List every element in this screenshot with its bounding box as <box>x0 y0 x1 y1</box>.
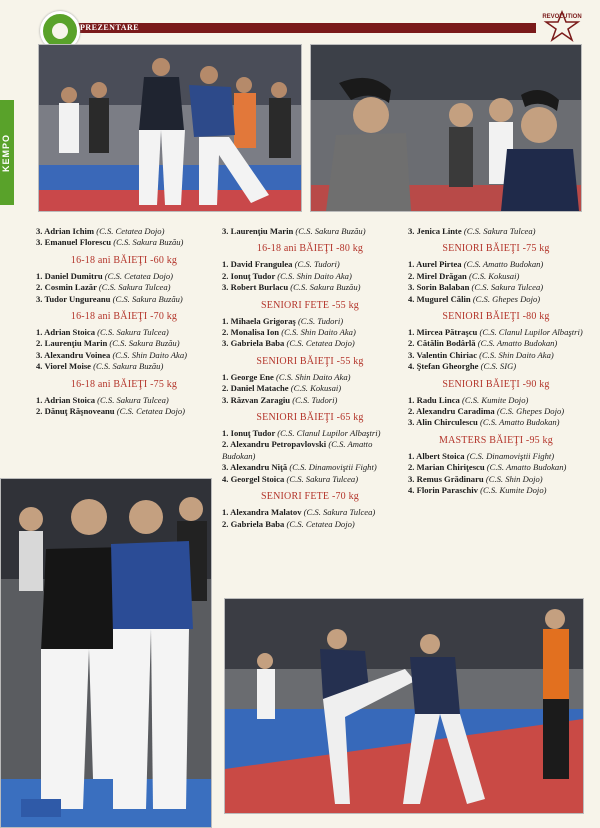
entry-name: Alexandru Voinea <box>44 349 111 360</box>
entry-club: (C.S. Tudori) <box>292 394 338 405</box>
entry-club: (C.S. Sakura Buzău) <box>290 282 361 293</box>
entry-name: Adrian Ichim <box>44 226 95 236</box>
entry-rank: 3. <box>222 282 229 293</box>
entry-club: (C.S. Sakura Buzău) <box>93 361 164 372</box>
entry-name: Florin Paraschiv <box>416 485 478 496</box>
entry-name: Mircea Pătraşcu <box>416 327 478 338</box>
entry-name: Alin Chirculescu <box>416 417 478 428</box>
entry-rank: 3. <box>36 349 43 360</box>
entry-rank: 3. <box>222 338 229 349</box>
entry-club: (C.S. Sakura Tulcea) <box>286 473 359 484</box>
entry-club: (C.S. Sakura Buzău) <box>109 338 180 349</box>
entry-name: Mihaela Grigoraş <box>230 315 296 326</box>
entry-club: (C.S. Clanul Lupilor Albaştri) <box>277 428 381 439</box>
entry-rank: 2. <box>222 270 229 281</box>
side-label: KEMPO <box>1 134 11 173</box>
entry-name: Alexandra Malatov <box>230 507 302 518</box>
result-entry <box>222 428 398 439</box>
entry-name: Gabriela Baba <box>230 338 285 349</box>
entry-name: Mugurel Călin <box>416 293 471 304</box>
entry-rank: 4. <box>222 473 229 484</box>
entry-club: (C.S. Sakura Tulcea) <box>97 394 169 405</box>
entry-rank: 2. <box>222 327 229 338</box>
entry-club: (C.S. Cetatea Dojo) <box>96 226 165 236</box>
result-entry <box>222 439 398 462</box>
entry-club: (C.S. Kumite Dojo) <box>462 394 529 405</box>
entry-rank: 1. <box>36 270 43 281</box>
entry-rank: 3. <box>408 417 415 428</box>
entry-name: David Frangulea <box>230 259 293 270</box>
entry-club: (C.S. Cetatea Dojo) <box>116 406 185 417</box>
entry-club: (C.S. Shin Daito Aka) <box>479 349 554 360</box>
result-entry <box>408 474 584 485</box>
entry-club: (C.S. Shin Daito Aka) <box>275 371 351 382</box>
photo-top-left <box>38 44 302 212</box>
entry-name: Marian Chiriţescu <box>416 462 485 473</box>
entry-club: (C.S. Ghepes Dojo) <box>472 293 541 304</box>
category-heading: MASTERS BĂIEŢI -95 kg <box>439 434 553 446</box>
entry-rank: 3. <box>36 237 43 248</box>
result-entry <box>408 417 584 428</box>
result-entry <box>222 383 398 394</box>
entry-name: Viorel Moise <box>44 361 91 372</box>
result-entry <box>408 361 584 372</box>
entry-name: Alexandru Petropavlovski <box>230 439 327 450</box>
entry-name: Alexandru Niţă <box>230 462 288 473</box>
entry-club: (C.S. Tudori) <box>294 259 340 270</box>
result-entry <box>222 338 398 349</box>
result-entry <box>222 226 398 237</box>
category-heading: SENIORI BĂIEŢI -55 kg <box>256 355 364 367</box>
entry-rank: 1. <box>408 259 415 270</box>
section-label: PREZENTARE <box>80 23 140 32</box>
entry-club: (C.S. Shin Daito Aka) <box>277 270 352 281</box>
entry-rank: 3. <box>408 349 415 360</box>
logo-text: REVOLUTION <box>542 14 582 20</box>
result-entry <box>222 519 398 530</box>
entry-rank: 3. <box>408 226 415 236</box>
entry-rank: 1. <box>222 507 229 518</box>
entry-rank: 1. <box>36 394 43 405</box>
result-entry <box>36 271 212 282</box>
entry-rank: 3. <box>222 462 229 473</box>
entry-name: Dănuţ Răşnoveanu <box>44 406 115 417</box>
entry-name: Daniel Dumitru <box>44 270 103 281</box>
result-entry <box>408 462 584 473</box>
result-entry <box>408 406 584 417</box>
entry-rank: 2. <box>408 406 415 417</box>
result-entry <box>408 226 584 237</box>
entry-name: Ionuţ Tudor <box>230 428 276 439</box>
entry-name: Daniel Matache <box>230 383 289 394</box>
entry-club: (C.S. Amatto Budokan) <box>477 338 558 349</box>
entry-name: Mirel Drăgan <box>416 270 467 281</box>
results-column-3 <box>408 226 584 497</box>
entry-rank: 2. <box>222 439 229 450</box>
category-heading: 16-18 ani BĂIEŢI -70 kg <box>70 311 178 323</box>
entry-club: (C.S. Sakura Buzău) <box>295 226 366 236</box>
entry-club: (C.S. Kokusai) <box>468 270 520 281</box>
entry-club: (C.S. Cetatea Dojo) <box>286 518 355 529</box>
result-entry <box>36 294 212 305</box>
entry-name: George Ene <box>230 371 274 382</box>
entry-name: Răzvan Zaragiu <box>230 394 291 405</box>
result-entry <box>222 507 398 518</box>
entry-rank: 3. <box>36 226 43 236</box>
entry-club: (C.S. Sakura Tulcea) <box>98 282 171 293</box>
entry-name: Laurenţiu Marin <box>230 226 294 236</box>
result-entry <box>408 451 584 462</box>
category-heading: SENIORI BĂIEŢI -75 kg <box>442 243 550 255</box>
result-entry <box>408 271 584 282</box>
category-heading: 16-18 ani BĂIEŢI -80 kg <box>256 243 364 255</box>
entry-rank: 2. <box>222 383 229 394</box>
entry-name: Ionuţ Tudor <box>230 270 276 281</box>
entry-rank: 4. <box>36 361 43 372</box>
result-entry <box>36 226 212 237</box>
result-entry <box>36 406 212 417</box>
entry-name: Radu Linca <box>416 394 460 405</box>
entry-rank: 1. <box>36 327 43 338</box>
entry-name: Ştefan Gheorghe <box>416 361 479 372</box>
entry-rank: 1. <box>222 259 229 270</box>
photo-bottom-right <box>224 598 584 814</box>
entry-club: (C.S. Ghepes Dojo) <box>496 406 565 417</box>
entry-name: Georgel Stoica <box>230 473 285 484</box>
entry-rank: 2. <box>36 338 43 349</box>
entry-club: (C.S. Sakura Tulcea) <box>471 282 544 293</box>
result-entry <box>222 372 398 383</box>
entry-club: (C.S. Sakura Buzău) <box>113 237 184 248</box>
entry-name: Cătălin Bodârlă <box>416 338 476 349</box>
result-entry <box>36 361 212 372</box>
result-entry <box>408 294 584 305</box>
entry-club: (C.S. Sakura Tulcea) <box>463 226 536 236</box>
category-heading: SENIORI FETE -70 kg <box>261 491 359 503</box>
entry-club: (C.S. Amatto Budokan) <box>486 462 567 473</box>
entry-rank: 2. <box>36 282 43 293</box>
category-heading: SENIORI BĂIEŢI -65 kg <box>256 412 364 424</box>
result-entry <box>36 395 212 406</box>
result-entry <box>408 350 584 361</box>
result-entry <box>222 462 398 473</box>
entry-rank: 2. <box>222 518 229 529</box>
result-entry <box>408 327 584 338</box>
entry-name: Adrian Stoica <box>44 394 95 405</box>
entry-name: Remus Grădinaru <box>416 473 484 484</box>
result-entry <box>36 350 212 361</box>
entry-rank: 1. <box>408 394 415 405</box>
results-column-2 <box>222 226 398 530</box>
entry-rank: 4. <box>408 293 415 304</box>
entry-club: (C.S. Dinamoviştii Fight) <box>289 462 377 473</box>
entry-name: Adrian Stoica <box>44 327 95 338</box>
result-entry <box>222 395 398 406</box>
entry-rank: 3. <box>36 293 43 304</box>
result-entry <box>222 316 398 327</box>
result-entry <box>36 282 212 293</box>
entry-club: (C.S. Tudori) <box>297 315 344 326</box>
header-bar <box>76 23 536 33</box>
entry-name: Emanuel Florescu <box>44 237 112 248</box>
result-entry <box>408 282 584 293</box>
entry-club: (C.S. Shin Daito Aka) <box>112 349 187 360</box>
entry-club: (C.S. Amatto Budokan) <box>463 259 544 270</box>
entry-rank: 1. <box>222 315 229 326</box>
entry-name: Gabriela Baba <box>230 518 285 529</box>
result-entry <box>222 282 398 293</box>
entry-club: (C.S. Sakura Tulcea) <box>303 507 376 518</box>
result-entry <box>36 338 212 349</box>
entry-club: (C.S. Sakura Buzău) <box>112 293 183 304</box>
entry-club: (C.S. Shin Daito Aka) <box>281 327 356 338</box>
entry-club: (C.S. Sakura Tulcea) <box>97 327 169 338</box>
entry-rank: 2. <box>408 270 415 281</box>
entry-rank: 3. <box>408 473 415 484</box>
category-heading: 16-18 ani BĂIEŢI -75 kg <box>70 378 178 390</box>
entry-rank: 2. <box>408 338 415 349</box>
entry-name: Aurel Pirtea <box>416 259 462 270</box>
results-column-1 <box>36 226 212 417</box>
result-entry <box>408 395 584 406</box>
entry-club: (C.S. Amatto Budokan) <box>222 439 373 461</box>
entry-club: (C.S. Shin Dojo) <box>485 473 543 484</box>
entry-name: Sorin Balaban <box>416 282 470 293</box>
entry-name: Cosmin Lazăr <box>44 282 97 293</box>
entry-name: Albert Stoica <box>416 450 465 461</box>
category-heading: SENIORI BĂIEŢI -90 kg <box>442 378 550 390</box>
result-entry <box>408 485 584 496</box>
category-heading: 16-18 ani BĂIEŢI -60 kg <box>70 254 178 266</box>
entry-rank: 4. <box>408 361 415 372</box>
result-entry <box>222 271 398 282</box>
entry-rank: 3. <box>408 282 415 293</box>
entry-name: Monalisa Ion <box>230 327 280 338</box>
result-entry <box>408 259 584 270</box>
entry-rank: 1. <box>408 327 415 338</box>
entry-club: (C.S. Cetatea Dojo) <box>104 270 174 281</box>
result-entry <box>36 327 212 338</box>
entry-name: Tudor Ungureanu <box>44 293 111 304</box>
result-entry <box>36 237 212 248</box>
entry-rank: 2. <box>36 406 43 417</box>
result-entry <box>222 259 398 270</box>
entry-club: (C.S. Cetatea Dojo) <box>286 338 355 349</box>
entry-rank: 1. <box>222 371 229 382</box>
entry-club: (C.S. SIG) <box>480 361 517 372</box>
entry-club: (C.S. Kumite Dojo) <box>480 485 547 496</box>
entry-club: (C.S. Kokusai) <box>290 383 342 394</box>
entry-club: (C.S. Clanul Lupilor Albaştri) <box>479 327 583 338</box>
entry-rank: 2. <box>408 462 415 473</box>
entry-club: (C.S. Amatto Budokan) <box>479 417 560 428</box>
photo-top-right <box>310 44 582 212</box>
result-entry <box>222 474 398 485</box>
result-entry <box>408 338 584 349</box>
category-heading: SENIORI FETE -55 kg <box>261 299 359 311</box>
entry-rank: 4. <box>408 485 415 496</box>
entry-rank: 3. <box>222 394 229 405</box>
result-entry <box>222 327 398 338</box>
entry-rank: 1. <box>408 450 415 461</box>
entry-name: Jenica Linte <box>416 226 462 236</box>
category-heading: SENIORI BĂIEŢI -80 kg <box>442 311 550 323</box>
entry-name: Alexandru Caradima <box>416 406 495 417</box>
entry-rank: 1. <box>222 428 229 439</box>
entry-name: Laurenţiu Marin <box>44 338 108 349</box>
entry-club: (C.S. Dinamoviştii Fight) <box>466 450 555 461</box>
entry-rank: 3. <box>222 226 229 236</box>
entry-name: Robert Burlacu <box>230 282 289 293</box>
entry-name: Valentin Chiriac <box>416 349 478 360</box>
photo-bottom-left <box>0 478 212 828</box>
